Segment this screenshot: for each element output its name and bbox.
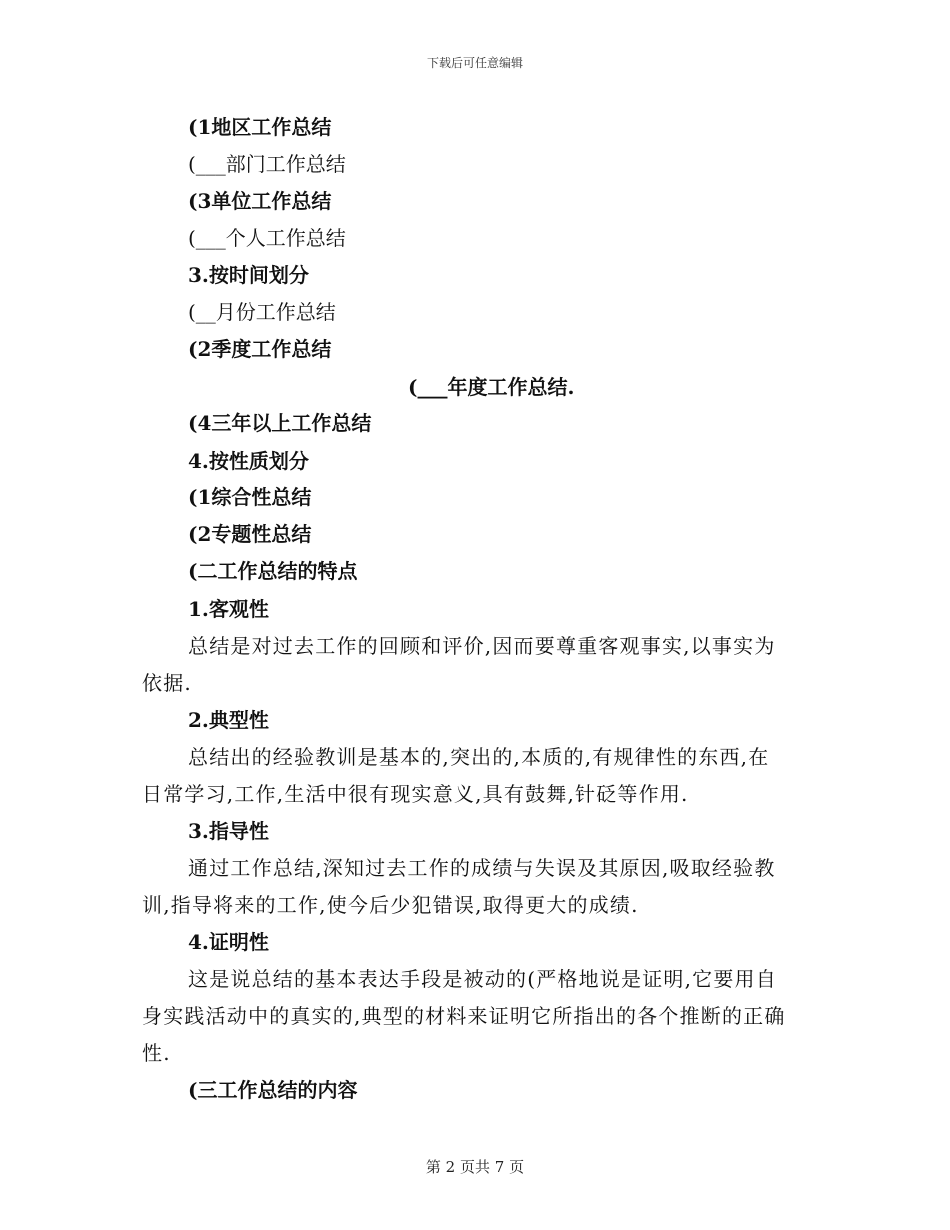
paragraph-line: 总结是对过去工作的回顾和评价,因而要尊重客观事实,以事实为 [188, 634, 776, 658]
heading-typicality: 2.典型性 [188, 708, 269, 732]
paragraph-line: 身实践活动中的真实的,典型的材料来证明它所指出的各个推断的正确 [142, 1004, 786, 1028]
heading-guidance: 3.指导性 [188, 819, 269, 843]
heading-by-time: 3.按时间划分 [188, 263, 309, 287]
paragraph-line: 性. [142, 1041, 171, 1065]
paragraph-line: 依据. [142, 671, 192, 695]
section-heading-contents: (三工作总结的内容 [188, 1078, 358, 1102]
paragraph-line: 总结出的经验教训是基本的,突出的,本质的,有规律性的东西,在 [188, 745, 770, 769]
item-multiyear-summary: (4三年以上工作总结 [188, 411, 372, 435]
page-header: 下载后可任意编辑 [426, 56, 523, 70]
paragraph-line: 通过工作总结,深知过去工作的成绩与失误及其原因,吸取经验教 [188, 856, 776, 880]
paragraph-line: 训,指导将来的工作,使今后少犯错误,取得更大的成绩. [142, 893, 639, 917]
paragraph-line: 这是说总结的基本表达手段是被动的(严格地说是证明,它要用自 [188, 967, 777, 991]
paragraph-line: 日常学习,工作,生活中很有现实意义,具有鼓舞,针砭等作用. [142, 782, 689, 806]
item-unit-summary: (3单位工作总结 [188, 189, 332, 213]
item-monthly-summary: (__月份工作总结 [188, 300, 336, 324]
item-annual-summary: (___年度工作总结. [408, 375, 575, 399]
heading-by-nature: 4.按性质划分 [188, 449, 309, 473]
item-personal-summary: (___个人工作总结 [188, 226, 346, 250]
item-region-summary: (1地区工作总结 [188, 115, 332, 139]
item-special-summary: (2专题性总结 [188, 522, 312, 546]
heading-proof: 4.证明性 [188, 930, 269, 954]
heading-objectivity: 1.客观性 [188, 597, 269, 621]
section-heading-features: (二工作总结的特点 [188, 559, 358, 583]
item-comprehensive-summary: (1综合性总结 [188, 485, 312, 509]
item-department-summary: (___部门工作总结 [188, 152, 346, 176]
page-number-footer: 第 2 页共 7 页 [425, 1158, 525, 1176]
item-quarterly-summary: (2季度工作总结 [188, 337, 332, 361]
